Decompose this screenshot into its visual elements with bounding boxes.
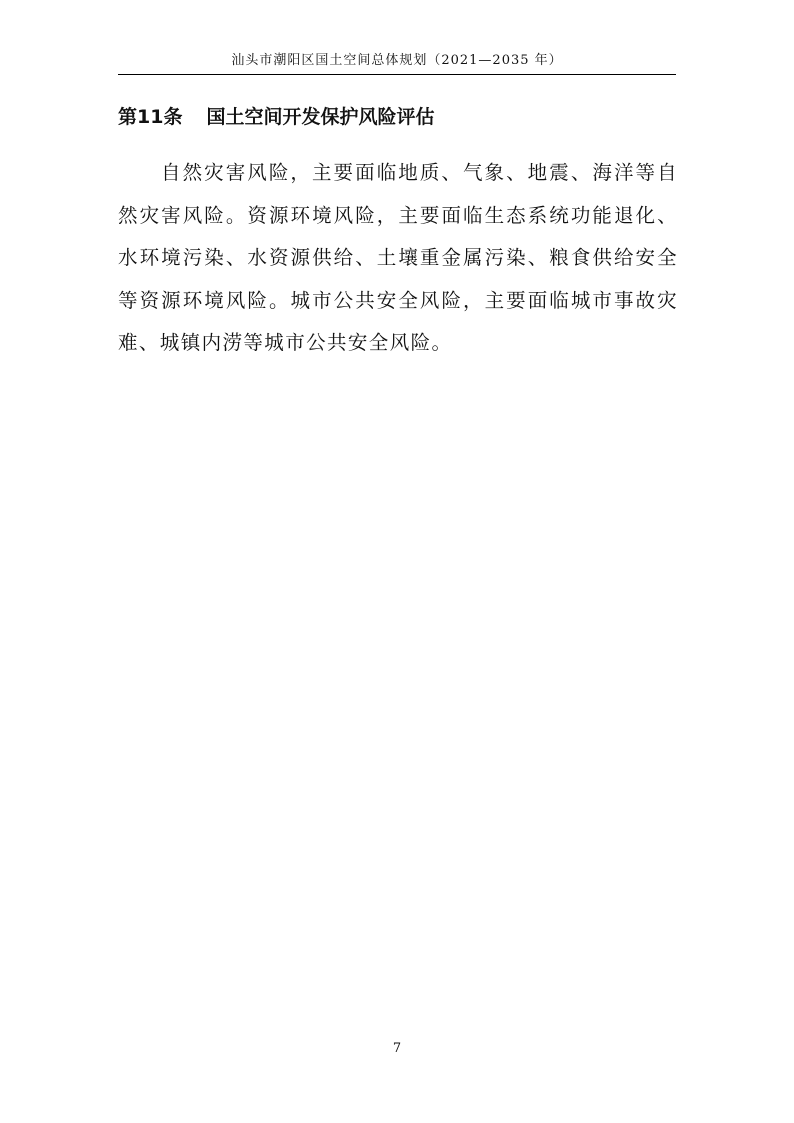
running-header: 汕头市潮阳区国土空间总体规划（2021—2035 年）	[231, 53, 563, 68]
article-number: 第11条	[118, 106, 183, 128]
article-title: 国土空间开发保护风险评估	[206, 106, 435, 128]
page-number: 7	[392, 1041, 402, 1056]
article-body-paragraph: 自然灾害风险，主要面临地质、气象、地震、海洋等自然灾害风险。资源环境风险，主要面临生态系统功能退化、水环境污染、水资源供给、土壤重金属污染、粮食供给安全等资源环境风险。城市公共安全风险，主要面临城市事故灾难、城镇内涝等城市公共安全风险。	[118, 161, 678, 354]
article-heading	[118, 102, 676, 132]
header-divider	[118, 74, 676, 75]
